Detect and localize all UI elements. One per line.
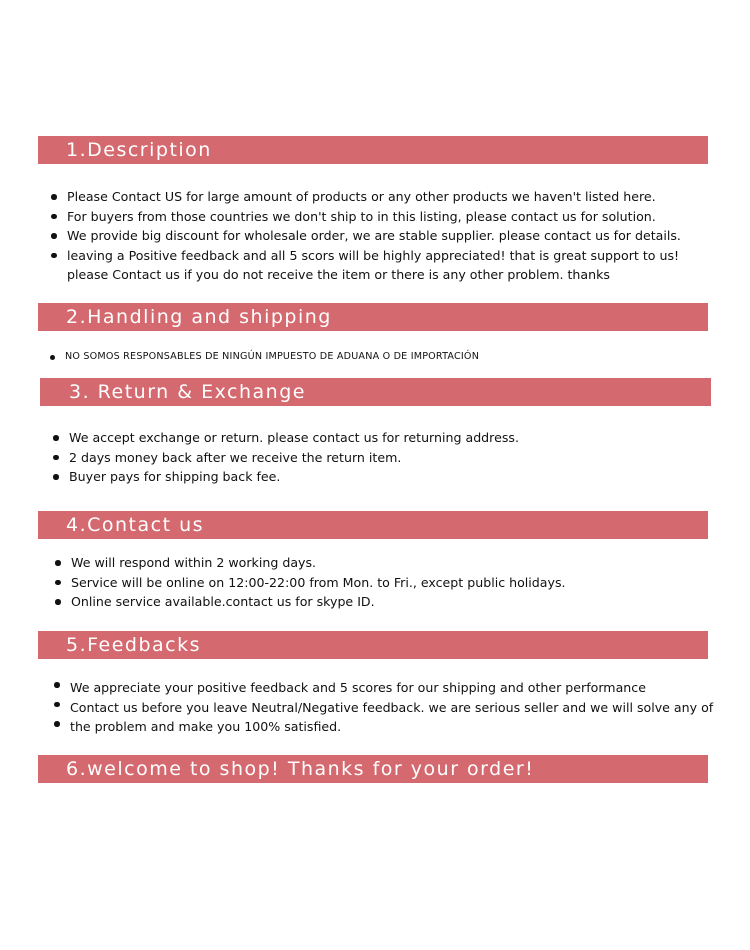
section-title: 5.Feedbacks [66,634,202,656]
bullet-icon [54,721,60,727]
bullet-icon [53,474,59,480]
section-header-feedbacks [38,631,708,659]
list-item: We appreciate your positive feedback and 5 scores for our shipping and other performance [51,678,713,698]
section-title: 2.Handling and shipping [66,306,332,328]
section-header-description [38,136,708,164]
return-list [50,428,519,487]
section-title: 1.Description [66,139,212,161]
section-title: 6.welcome to shop! Thanks for your order! [66,758,535,780]
section-header-return-exchange [40,378,711,406]
list-item: Online service available.contact us for skype ID. [52,592,566,612]
bullet-icon [51,253,57,259]
section-title: 4.Contact us [66,514,205,536]
list-item: We provide big discount for wholesale order, we are stable supplier. please contact us for details. [48,226,681,246]
list-item: Buyer pays for shipping back fee. [50,467,519,487]
list-item: leaving a Positive feedback and all 5 scors will be highly appreciated! that is great support to us! [48,246,681,266]
bullet-icon [55,580,61,586]
list-item: We accept exchange or return. please contact us for returning address. [50,428,519,448]
section-header-handling-shipping [38,303,708,331]
list-item: For buyers from those countries we don't ship to in this listing, please contact us for solution. [48,207,681,227]
shipping-list [48,347,479,367]
list-item: 2 days money back after we receive the return item. [50,448,519,468]
bullet-icon [55,599,61,605]
list-item: Contact us before you leave Neutral/Negative feedback. we are serious seller and we will solve any of [51,698,713,718]
section-header-welcome [38,755,708,783]
section-title: 3. Return & Exchange [69,381,306,403]
bullet-icon [53,435,59,441]
list-item: NO SOMOS RESPONSABLES DE NINGÚN IMPUESTO DE ADUANA O DE IMPORTACIÓN [48,347,479,367]
bullet-icon [51,194,57,200]
bullet-icon [54,702,60,708]
description-list [48,187,681,285]
list-item: Please Contact US for large amount of products or any other products we haven't listed here. [48,187,681,207]
bullet-icon [55,560,61,566]
bullet-icon [53,455,59,461]
list-item: the problem and make you 100% satisfied. [51,717,713,737]
list-item-continuation: please Contact us if you do not receive the item or there is any other problem. thanks [67,267,610,282]
section-header-contact [38,511,708,539]
feedbacks-list [51,678,713,737]
bullet-icon [51,214,57,220]
list-item: We will respond within 2 working days. [52,553,566,573]
contact-list [52,553,566,612]
list-item: Service will be online on 12:00-22:00 from Mon. to Fri., except public holidays. [52,573,566,593]
bullet-icon [54,682,60,688]
bullet-icon [51,233,57,239]
bullet-icon [50,355,55,360]
